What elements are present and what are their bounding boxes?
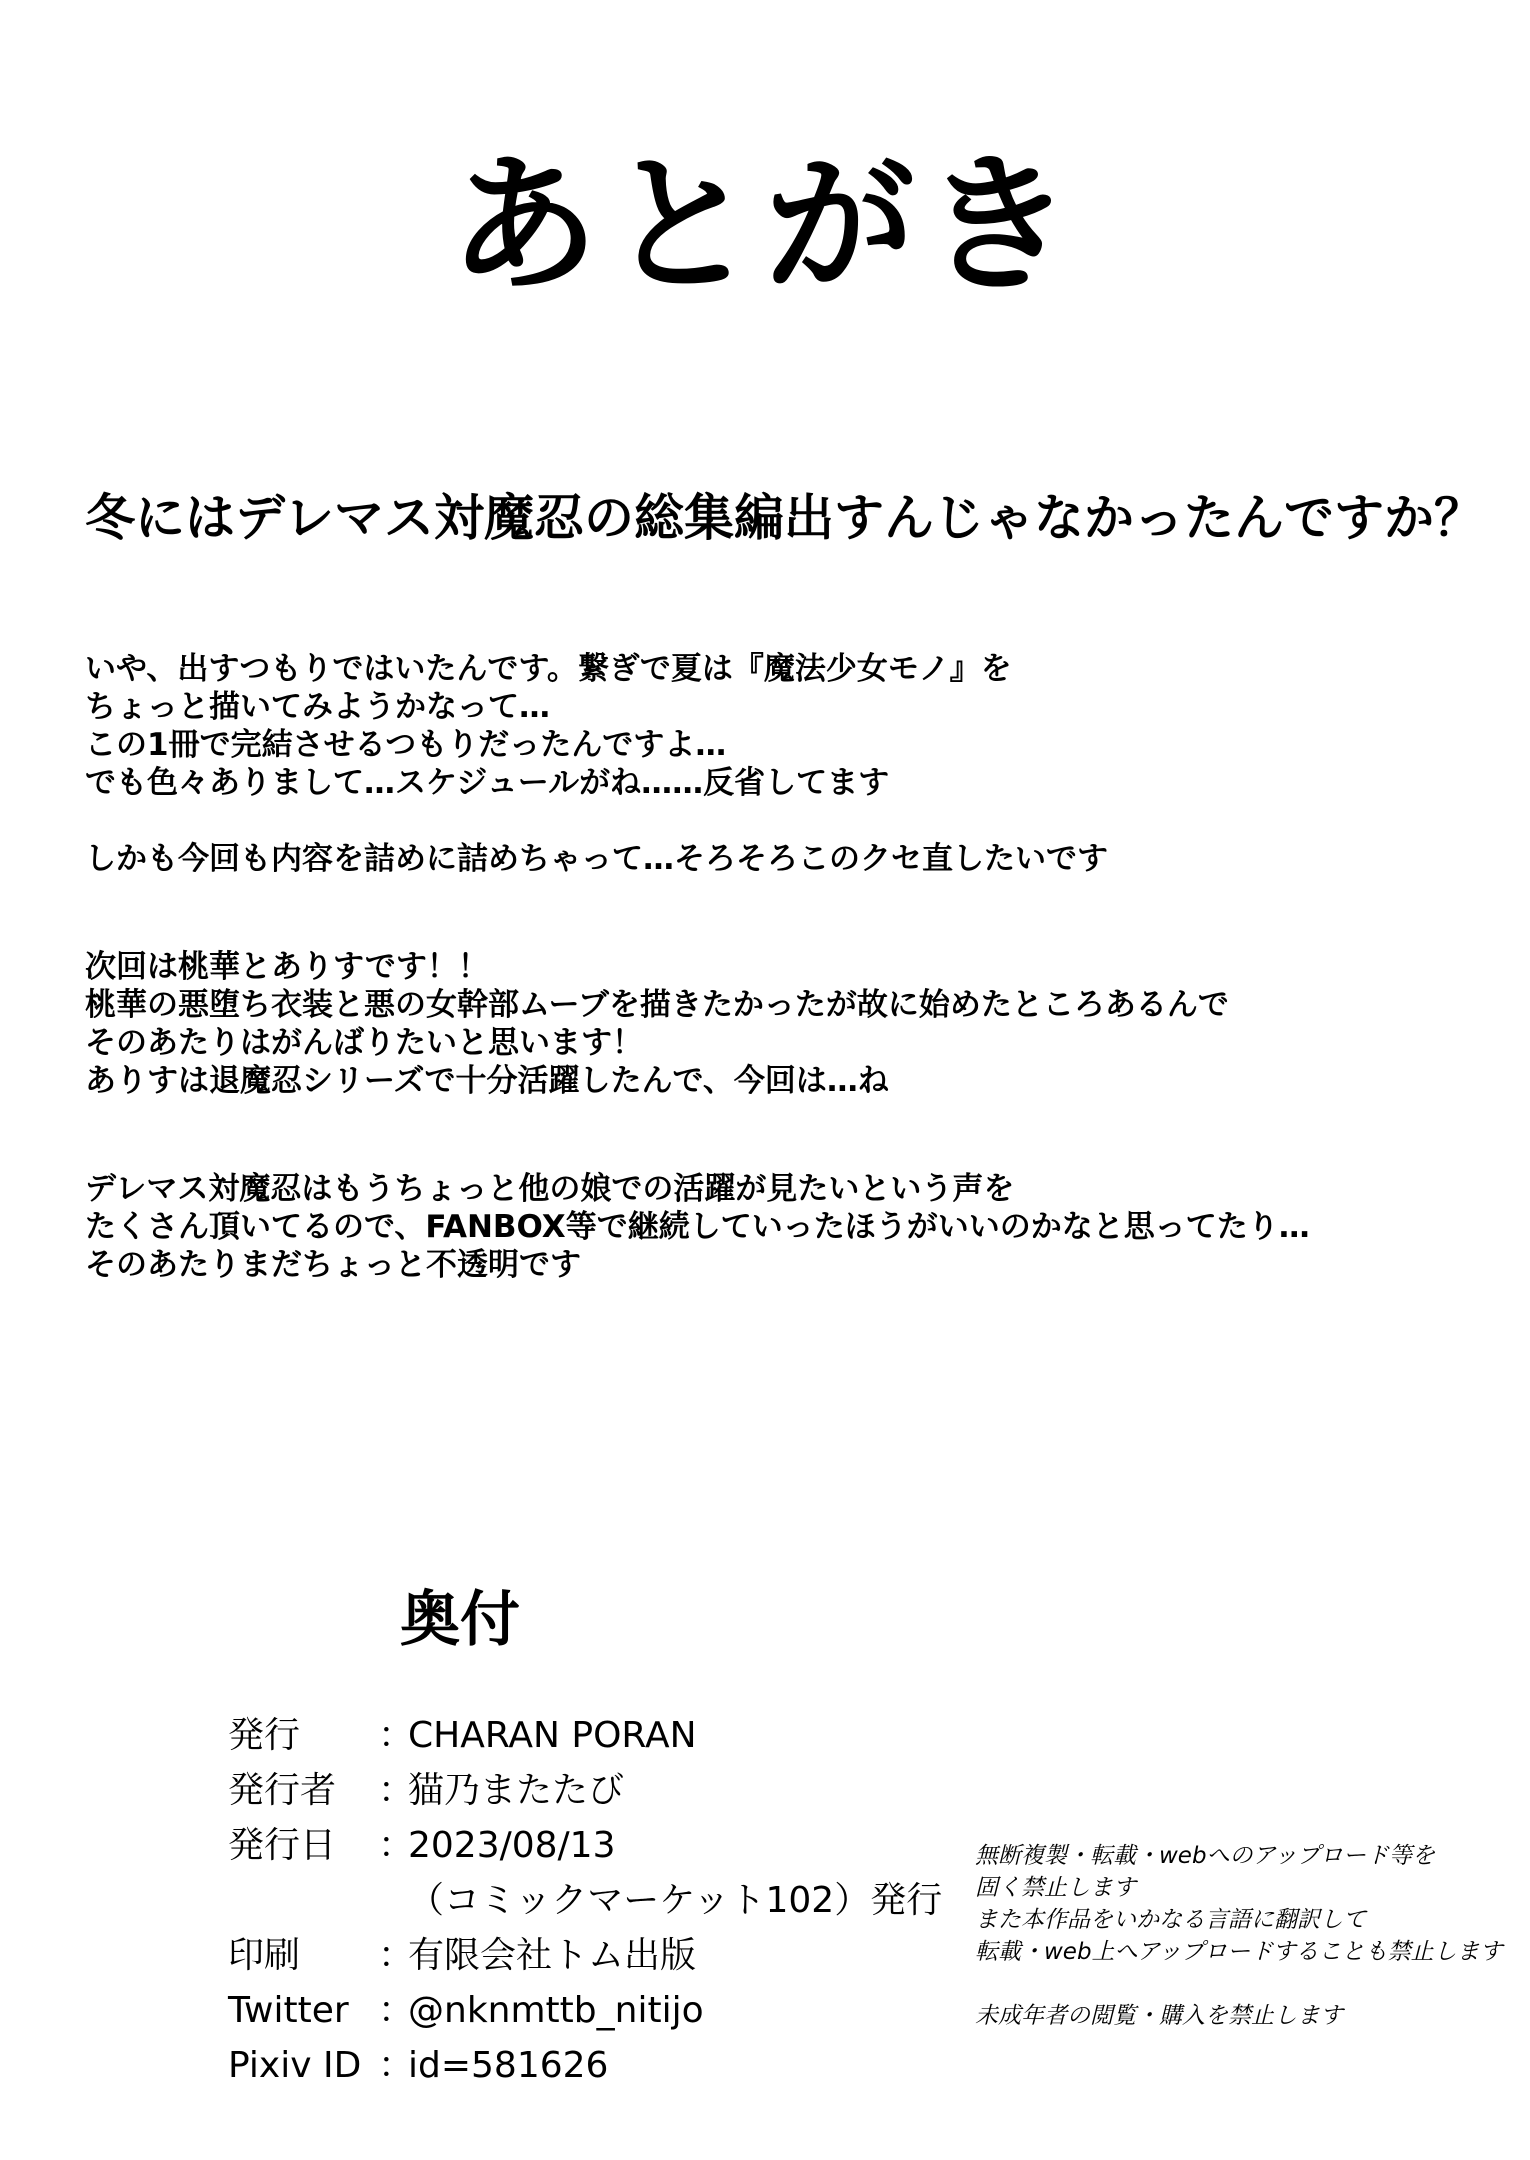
colophon-row-printer [228,1928,942,1983]
colophon-separator: ： [378,1990,415,2031]
page-title: あとがき [448,137,1081,313]
colophon-value: （コミックマーケット102）発行 [408,1880,943,1921]
colophon-value: id=581626 [408,2045,609,2086]
paragraph-2 [85,840,1505,878]
notice-line: 固く禁止します [975,1875,1136,1901]
colophon-value: @nknmttb_nitijo [408,1990,704,2031]
colophon-label: 発行者 [228,1770,337,1811]
notice-line: 無断複製・転載・webへのアップロード等を [975,1843,1435,1869]
colophon-label: Pixiv ID [228,2045,362,2086]
text-line: 桃華の悪堕ち衣装と悪の女幹部ムーブを描きたかったが故に始めたところあるんで [85,987,1229,1023]
afterword-body [85,650,1505,1284]
text-line: いや、出すつもりではいたんです。繋ぎで夏は『魔法少女モノ』を [85,651,1012,687]
colophon-separator [378,1873,408,1928]
colophon-separator: ： [378,1715,415,1756]
colophon-row-event [228,1873,942,1928]
text-line: でも色々ありまして…スケジュールがね……反省してます [85,765,890,801]
colophon-value: 有限会社トム出版 [408,1935,697,1976]
text-line: ちょっと描いてみようかなって… [85,689,550,725]
text-line: しかも今回も内容を詰めに詰めちゃって…そろそろこのクセ直したいです [85,841,1108,877]
age-restriction-notice: 未成年者の閲覧・購入を禁止します [975,2003,1343,2029]
colophon-value: 猫乃またたび [408,1770,625,1811]
colophon-separator: ： [378,1825,415,1866]
colophon-separator: ： [378,1935,415,1976]
colophon-value: CHARAN PORAN [408,1715,697,1756]
colophon-row-issuer [228,1763,942,1818]
notice-line: また本作品をいかなる言語に翻訳して [975,1907,1366,1933]
text-line: デレマス対魔忍はもうちょっと他の娘での活躍が見たいという声を [85,1171,1015,1207]
colophon-value: 2023/08/13 [408,1825,616,1866]
colophon-separator: ： [378,1770,415,1811]
paragraph-4 [85,1170,1505,1284]
colophon-row-twitter [228,1983,942,2038]
paragraph-1 [85,650,1505,802]
text-line: 次回は桃華とありすです！！ [85,949,489,985]
text-line: たくさん頂いてるので、FANBOX等で継続していったほうがいいのかなと思ってたり… [85,1209,1310,1245]
colophon-label: 発行 [228,1715,301,1756]
question-heading: 冬にはデレマス対魔忍の総集編出すんじゃなかったんですか？ [85,488,1484,547]
colophon-label [228,1873,378,1928]
colophon-label: 発行日 [228,1825,337,1866]
colophon-separator: ： [378,2045,415,2086]
text-line: この1冊で完結させるつもりだったんですよ… [85,727,727,763]
paragraph-3 [85,948,1505,1100]
text-line: そのあたりまだちょっと不透明です [85,1247,581,1283]
notice-line: 転載・web上へアップロードすることも禁止します [975,1939,1503,1965]
copyright-notice [975,1840,1503,2032]
colophon-row-publisher [228,1708,942,1763]
colophon-label: 印刷 [228,1935,301,1976]
text-line: そのあたりはがんばりたいと思います！ [85,1025,643,1061]
colophon-row-date [228,1818,942,1873]
colophon-title: 奥付 [400,1585,520,1655]
text-line: ありすは退魔忍シリーズで十分活躍したんで、今回は…ね [85,1063,889,1099]
colophon-row-pixiv [228,2038,942,2093]
colophon-table [228,1708,942,2093]
colophon-label: Twitter [228,1990,349,2031]
